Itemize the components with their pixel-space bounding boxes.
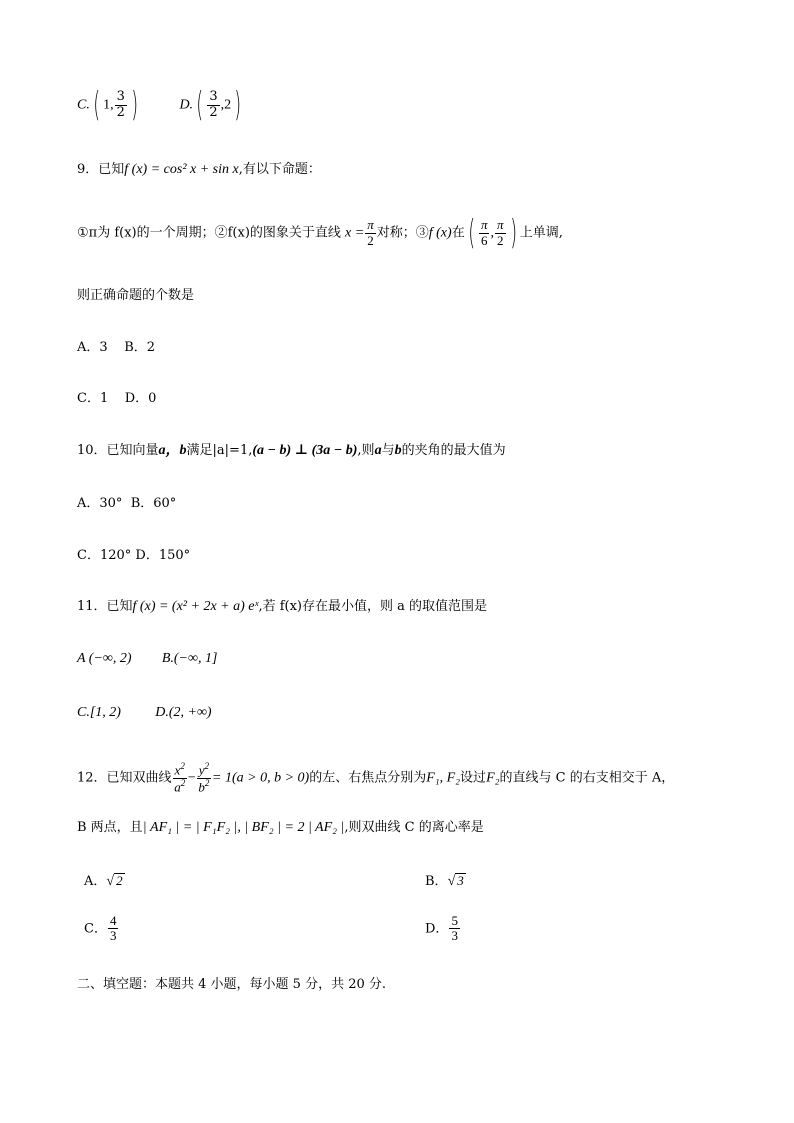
q12-prefix: 12．已知双曲线 [77, 770, 172, 786]
q12-line2-a: B 两点，且 [77, 820, 143, 835]
q10-a: a [374, 443, 382, 458]
q10-suffix2: 的夹角的最大值为 [401, 443, 506, 458]
q8-opt-c-label: C. [77, 97, 90, 113]
q9-options-row2: C．1 D．0 [77, 391, 157, 406]
q9-expr: f (x) = cos² x + sin x [124, 162, 239, 177]
q9-p1-mid: 对称；③ [376, 225, 429, 241]
q10-prefix: 10．已知向量 [77, 443, 159, 458]
q11-opt-d: D.(2, +∞) [155, 705, 212, 720]
q12-opt-d-label: D． [425, 921, 449, 937]
q10-b: b [394, 443, 402, 458]
q12-opt-b-value: 3 [457, 873, 464, 888]
q10-stem [77, 444, 506, 458]
q9-interval-left: $\frac{\pi}{6}$ [480, 217, 488, 248]
q11-prefix: 11．已知 [77, 599, 133, 614]
q12-condition: | AF₁ | = | F₁F₂ |, | BF₂ | = 2 | AF₂ | [142, 820, 345, 835]
q12-opt-a: A．√ 2 [84, 873, 123, 889]
q8-opt-d-label: D. [179, 97, 194, 113]
q9-prefix: 9．已知 [77, 162, 125, 177]
q12-opt-b: B．√ 3 [425, 873, 464, 889]
q9-p1-f: f (x) [428, 225, 452, 241]
q12-frac-x: $\frac{x^2}{a^2}$ [174, 761, 186, 794]
q9-p1-text: ①π为 f(x)的一个周期；②f(x)的图象关于直线 [77, 225, 341, 241]
q11-suffix: ,若 f(x)存在最小值，则 a 的取值范围是 [258, 599, 488, 614]
q12-frac-y: $\frac{y^2}{b^2}$ [198, 761, 210, 794]
q9-suffix: ,有以下命题： [238, 162, 321, 177]
q8-options: C.( 1, $\frac{3}{2}$ ) D.( $\frac{3}{2}$ ,2) [77, 85, 242, 125]
q12-opt-d-frac: $\frac{5}{3}$ [451, 913, 458, 944]
q12-stem: 12．已知双曲线 $\frac{x^2}{a^2}$ − $\frac{y^2}{b^2}$ = 1(a > 0, b > 0)的左、右焦点分别为F₁, F₂设过F₂的直线与 C 的右支相交于 A， [77, 761, 675, 794]
q12-opt-d [425, 914, 461, 944]
q9-options-row1: A．3 B．2 [77, 340, 156, 355]
q10-suffix1: ,则 [357, 443, 375, 458]
q12-f2: F₂ [486, 770, 500, 786]
q12-line2 [77, 821, 484, 835]
q12-text1: 的左、右焦点分别为 [309, 770, 427, 786]
q10-expr: (a − b) ⊥ (3a − b) [252, 443, 358, 458]
q9-propositions: ①π为 f(x)的一个周期；②f(x)的图象关于直线 x = $\frac{\pi}{2}$ 对称；③f (x)在( $\frac{\pi}{6}$ , $\frac{\pi}{2}$ ) 上单调, [77, 213, 563, 253]
q9-p1-x: x = [345, 225, 365, 241]
q10-options-row2: C．120° D．150° [77, 548, 191, 563]
q11-expr: f (x) = (x² + 2x + a) eˣ [132, 599, 259, 614]
q10-yu: 与 [381, 443, 395, 458]
q10-options-row1: A．30° B．60° [77, 496, 177, 511]
q12-line2-b: ,则双曲线 C 的离心率是 [344, 820, 484, 835]
q12-eq-tail: = 1(a > 0, b > 0) [212, 770, 310, 786]
q9-p1-zai: 在 [451, 225, 465, 241]
q12-opt-a-value: 2 [116, 873, 123, 888]
q8-opt-c-frac: $\frac{3}{2}$ [116, 89, 125, 120]
q11-options-cd [77, 706, 212, 720]
q9-interval-right: $\frac{\pi}{2}$ [496, 217, 504, 248]
section2-heading: 二、填空题：本题共 4 小题，每小题 5 分，共 20 分. [77, 977, 387, 992]
q12-text2: 设过 [460, 770, 487, 786]
q10-vars: a，b [158, 443, 187, 458]
q11-opt-b: B.(−∞, 1] [161, 651, 218, 666]
q12-opt-b-label: B． [425, 874, 448, 889]
q12-opt-a-label: A． [84, 874, 107, 889]
q8-opt-d-frac: $\frac{3}{2}$ [209, 89, 218, 120]
q9-stem [77, 163, 321, 177]
q9-p1-frac: $\frac{\pi}{2}$ [367, 217, 374, 248]
q9-p1-end: 上单调, [519, 225, 563, 241]
q11-options-ab [77, 652, 217, 666]
q8-opt-d-close: ,2 [220, 97, 232, 113]
q9-question: 则正确命题的个数是 [77, 288, 195, 303]
q12-opt-c-label: C． [84, 921, 107, 937]
q12-foci: F₁, F₂ [426, 770, 461, 786]
q12-opt-c [84, 914, 119, 944]
q11-opt-a: A (−∞, 2) [77, 651, 132, 666]
q11-opt-c: C.[1, 2) [77, 705, 121, 720]
q12-text3: 的直线与 C 的右支相交于 A， [499, 770, 675, 786]
q11-stem [77, 600, 487, 614]
q8-opt-c-open: 1, [103, 97, 114, 113]
q12-opt-c-frac: $\frac{4}{3}$ [109, 913, 117, 944]
q10-middle: 满足|a|=1, [186, 443, 253, 458]
